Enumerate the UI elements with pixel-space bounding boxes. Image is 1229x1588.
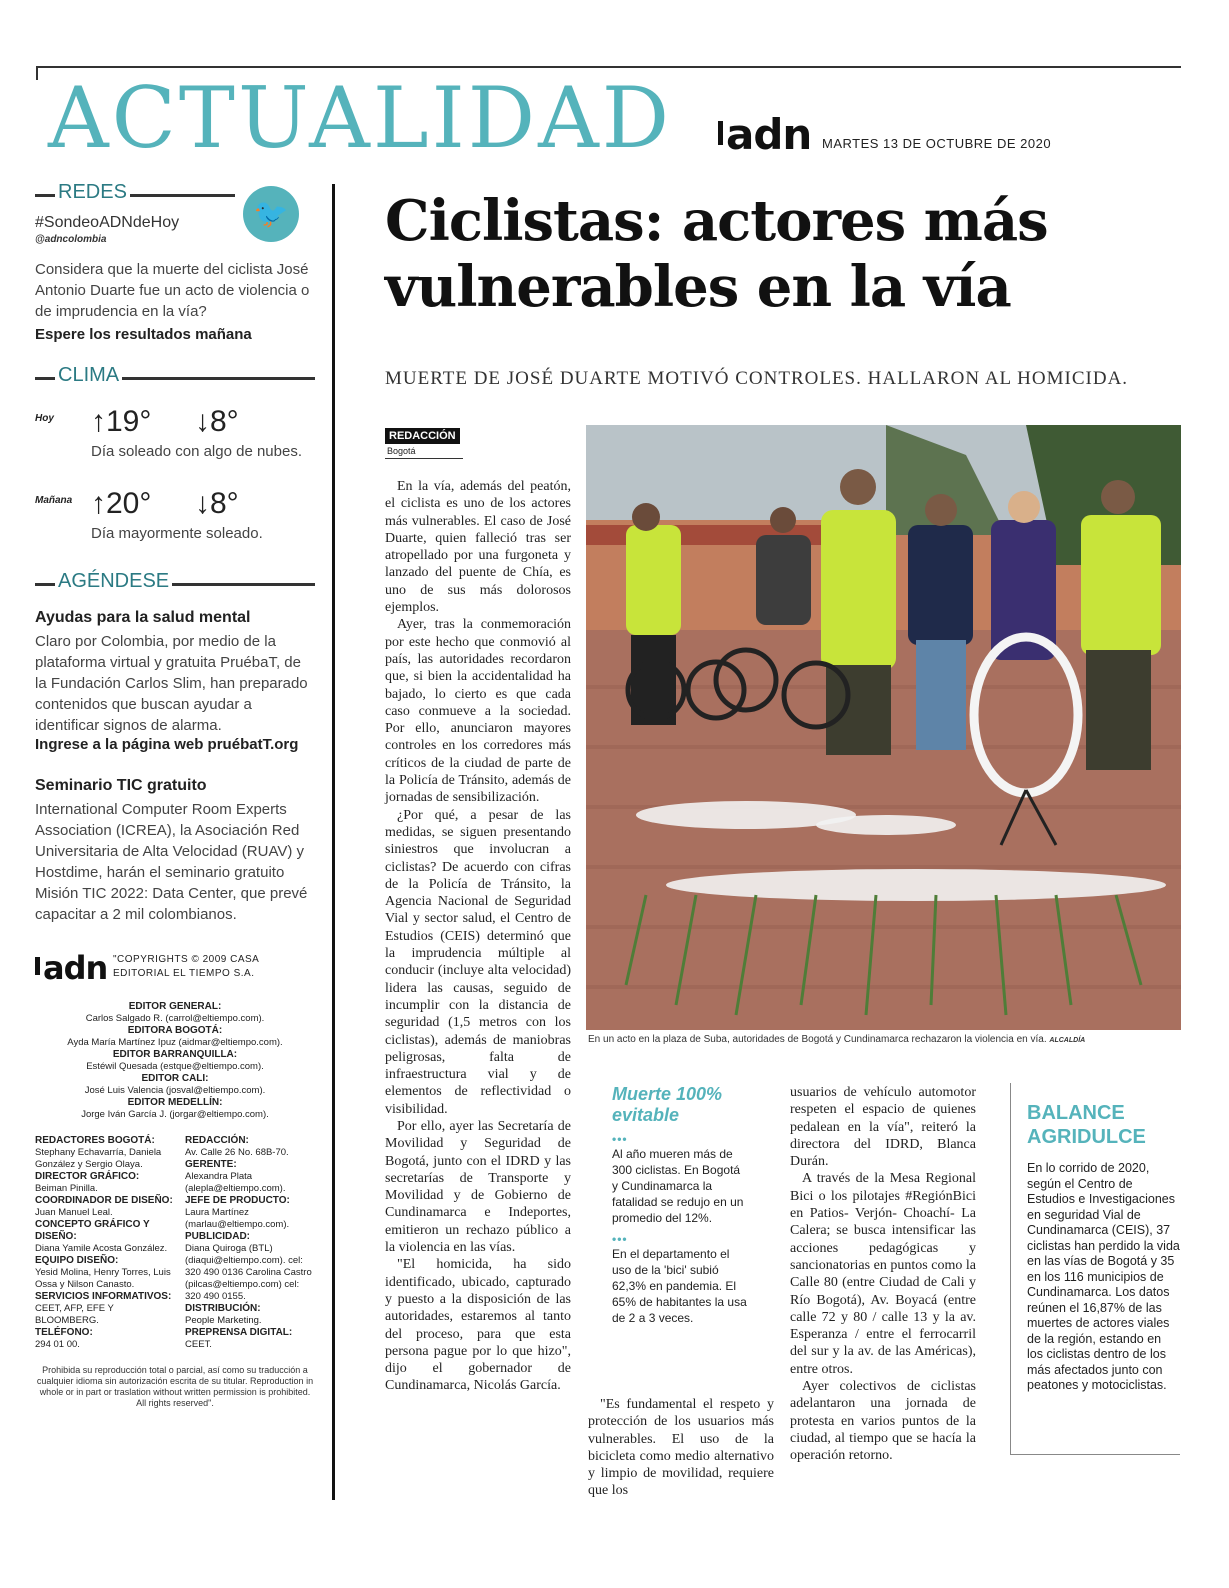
weather-tomorrow xyxy=(35,487,315,569)
dots-divider: ••• xyxy=(612,1232,628,1246)
paragraph: "El homicida, ha sido identificado, ubicado, capturado y puesto a la disposición de las autoridades, estaremos al tanto del proceso, para que esta persona pague por lo que hizo", dijo el gobernador de Cundinamarca, Nicolás García. xyxy=(385,1257,571,1394)
editors-list xyxy=(35,1001,315,1121)
credit-entry: PREPRENSA DIGITAL: CEET. xyxy=(185,1327,293,1350)
article-photo xyxy=(586,425,1181,1030)
subhead: MUERTE DE JOSÉ DUARTE MOTIVÓ CONTROLES. HALLARON AL HOMICIDA. xyxy=(385,368,1129,389)
credit-entry: EQUIPO DISEÑO: Yesid Molina, Henry Torres, Luis Ossa y Nilson Canasto. xyxy=(35,1255,171,1290)
agenda-label: AGÉNDESE xyxy=(55,570,172,593)
byline xyxy=(385,426,465,459)
clima-label: CLIMA xyxy=(55,364,122,387)
credit-entry: DISTRIBUCIÓN: People Marketing. xyxy=(185,1303,262,1326)
dots-divider: ••• xyxy=(612,1132,628,1146)
caption-credit: ALCALDÍA xyxy=(1049,1037,1086,1044)
weather-today xyxy=(35,405,315,487)
sidebar xyxy=(35,180,315,1409)
weather-min: ↓8° xyxy=(195,487,239,520)
section-title: ACTUALIDAD xyxy=(48,69,673,167)
redes-label: REDES xyxy=(55,181,130,204)
credit-entry: PUBLICIDAD: Diana Quiroga (BTL) (diaqui@eltiempo.com). cel: 320 490 0136 Carolina Castro (pilcas@eltiempo.com) cel: 320 490 0155. xyxy=(185,1231,312,1302)
byline-city: Bogotá xyxy=(385,444,463,459)
redes-section xyxy=(35,180,315,343)
credits-col-left xyxy=(35,1135,175,1351)
paragraph: Ayer colectivos de ciclistas adelantaron una jornada de protesta en varios puntos de la ciudad, al tiempo que se hacía la operación retorno. xyxy=(790,1379,976,1464)
credit-entry: DIRECTOR GRÁFICO: Beiman Pinilla. xyxy=(35,1171,140,1194)
credit-entry: CONCEPTO GRÁFICO Y DISEÑO: Diana Yamile Acosta González. xyxy=(35,1219,168,1254)
credit-entry: TELÉFONO: 294 01 00. xyxy=(35,1327,93,1350)
credit-entry: JEFE DE PRODUCTO: Laura Martínez (marlau@eltiempo.com). xyxy=(185,1195,290,1230)
article-column-3 xyxy=(790,1084,976,1465)
paragraph: Ayer, tras la conmemoración por este hecho que conmovió al país, las autoridades recordaron que, si bien la accidentalidad ha bajado, lo cierto es que cada caso conmueve a la sociedad. Por ello, anunciaron mayores controles en los corredores más críticos de la ciudad de parte de la Policía de Tránsito, además de jornadas de sensibilización. xyxy=(385,617,571,806)
weather-desc: Día soleado con algo de nubes. xyxy=(91,443,302,460)
fact-text: Al año mueren más de 300 ciclistas. En Bogotá y Cundinamarca la fatalidad se redujo en un promedio del 12%. xyxy=(612,1147,744,1225)
top-tick xyxy=(36,66,38,80)
credit-entry: GERENTE: Alexandra Plata (aleplа@eltiempo.com). xyxy=(185,1159,286,1194)
editor-entry: EDITOR CALI: José Luis Valencia (josval@eltiempo.com). xyxy=(84,1073,266,1096)
byline-tag: REDACCIÓN xyxy=(385,428,460,444)
disclaimer: Prohibida su reproducción total o parcial, así como su traducción a cualquier idioma sin autorización escrita de su titular. Reproduction in whole or in part or traslation without written permission is prohibited. All rights reserved". xyxy=(36,1365,314,1408)
paragraph: A través de la Mesa Regional Bici o los pilotajes #RegiónBici en Patios- Verjón- Choachí- La Calera; se busca intensificar las acciones pedagógicas y sancionatorias en puntos como la Calle 80 (entre Ciudad de Cali y Río Bogotá), Av. Boyacá (entre calle 72 y 80 / calle 13 y la av. Esperanza / entre el ferrocarril del sur y la av. de las Américas), entre otros. xyxy=(790,1171,976,1377)
weather-desc: Día mayormente soleado. xyxy=(91,525,263,542)
clima-section xyxy=(35,363,315,569)
adn-logo: adn xyxy=(718,110,811,159)
poll-question: Considera que la muerte del ciclista José Antonio Duarte fue un acto de violencia o de imprudencia en la vía? xyxy=(35,261,310,320)
redes-label-bar xyxy=(35,180,235,208)
twitter-icon: 🐦 xyxy=(243,186,299,242)
fact-box-title: Muerte 100% evitable xyxy=(612,1084,723,1125)
copyright-line: EDITORIAL EL TIEMPO S.A. xyxy=(113,968,255,979)
article-column-1 xyxy=(385,478,571,1395)
clima-label-bar xyxy=(35,363,315,391)
fact-text: En el departamento el uso de la 'bici' subió 62,3% en pandemia. El 65% de habitantes la usa de 2 a 3 veces. xyxy=(612,1247,747,1325)
article-column-2 xyxy=(588,1396,774,1500)
agenda-item-title: Ayudas para la salud mental xyxy=(35,609,251,626)
hashtag: #SondeoADNdeHoy xyxy=(35,214,180,231)
fact-box xyxy=(612,1084,747,1326)
editor-entry: EDITOR MEDELLÍN: Jorge Iván García J. (jorgar@eltiempo.com). xyxy=(81,1097,269,1120)
weather-min: ↓8° xyxy=(195,405,239,438)
agenda-item-link: Ingrese a la página web pruébatT.org xyxy=(35,736,299,753)
paragraph: En la vía, además del peatón, el ciclista es uno de los actores más vulnerables. El caso de José Duarte, quien falleció tras ser atropellado por una furgoneta y lanzado del puente de Chía, es uno de sus más dolorosos ejemplos. xyxy=(385,479,571,616)
photo-illustration xyxy=(586,425,1181,1030)
credit-entry: COORDINADOR DE DISEÑO: Juan Manuel Leal. xyxy=(35,1195,173,1218)
credits-col-right xyxy=(175,1135,315,1351)
credits-grid xyxy=(35,1135,315,1351)
credit-entry: REDACCIÓN: Av. Calle 26 No. 68B-70. xyxy=(185,1135,289,1158)
poll-note: Espere los resultados mañana xyxy=(35,326,252,343)
paragraph: ¿Por qué, a pesar de las medidas, se siguen presentando siniestros que involucran a ciclistas? De acuerdo con cifras de la Policía de Tránsito, la Agencia Nacional de Seguridad Vial y sector salud, el Centro de Estudios (CEIS) determinó que la imprudencia múltiple al conducir (incluye alta velocidad) lidera las causas, seguido de incumplir con la distancia de seguridad (1,5 metros con los ciclistas), además de maniobras peligrosas, falta de infraestructura vial y de elementos de reflectividad o visibilidad. xyxy=(385,807,571,1117)
top-rule xyxy=(36,66,1181,68)
photo-caption xyxy=(588,1034,1183,1045)
editor-entry: EDITOR GENERAL: Carlos Salgado R. (carrol@eltiempo.com). xyxy=(85,1001,265,1024)
weather-max: ↑19° xyxy=(91,405,152,438)
paragraph: Por ello, ayer las Secretaría de Movilidad y Seguridad de Bogotá, junto con el IDRD y las secretarías de Transporte y Movilidad y de Gobierno de Cundinamarca e Indeportes, emitieron un rechazo público a la violencia en las vías. xyxy=(385,1118,571,1256)
weather-day: Hoy xyxy=(35,413,54,424)
dateline: MARTES 13 DE OCTUBRE DE 2020 xyxy=(822,136,1052,151)
copyright-block xyxy=(35,949,315,989)
copyright-text xyxy=(113,953,259,981)
caption-text: En un acto en la plaza de Suba, autoridades de Bogotá y Cundinamarca rechazaron la violencia en vía. xyxy=(588,1034,1047,1045)
editor-entry: EDITOR BARRANQUILLA: Estéwil Quesada (estque@eltiempo.com). xyxy=(86,1049,264,1072)
balance-box xyxy=(1010,1083,1180,1455)
adn-logo-small: adn xyxy=(35,949,107,987)
weather-max: ↑20° xyxy=(91,487,152,520)
balance-text: En lo corrido de 2020, según el Centro de Estudios e Investigaciones en seguridad Vial de Cundinamarca (CEIS), 37 ciclistas han perdido la vida en las vías de Bogotá y 35 en los 116 municipios de Cundinamarca. Los datos reúnen el 16,87% de las muertes de actores viales de la región, estando en los ciclistas dentro de los más afectados junto con peatones y motociclistas. xyxy=(1027,1161,1180,1392)
column-rule xyxy=(332,184,335,1500)
headline: Ciclistas: actores más vulnerables en la vía xyxy=(385,188,1048,320)
agenda-label-bar xyxy=(35,569,315,597)
agenda-item-text: International Computer Room Experts Association (ICREA), la Asociación Red Universitaria de Alta Velocidad (RUAV) y Hostdime, harán el seminario gratuito Misión TIC 2022: Data Center, que prevé capacitar a 2 mil colombianos. xyxy=(35,801,308,923)
weather-day: Mañana xyxy=(35,495,73,506)
agenda-section xyxy=(35,569,315,925)
copyright-line: "COPYRIGHTS © 2009 CASA xyxy=(113,954,260,965)
editor-entry: EDITORA BOGOTÁ: Ayda María Martínez Ipuz (aidmar@eltiempo.com). xyxy=(67,1025,283,1048)
agenda-item-text: Claro por Colombia, por medio de la plataforma virtual y gratuita PruébaT, de la Fundación Carlos Slim, han preparado contenidos que buscan ayudar a identificar signos de alarma. xyxy=(35,633,308,734)
paragraph: usuarios de vehículo automotor respeten el espacio de quienes pedalean en la vía", reiteró la directora del IDRD, Blanca Durán. xyxy=(790,1085,976,1170)
credit-entry: REDACTORES BOGOTÁ: Stephany Echavarría, Daniela González y Sergio Olaya. xyxy=(35,1135,162,1170)
paragraph: "Es fundamental el respeto y protección de los usuarios más vulnerables. El uso de la bicicleta como medio alternativo y limpio de movilidad, requiere que los xyxy=(588,1397,774,1499)
twitter-handle: @adncolombia xyxy=(35,234,107,245)
agenda-item-title: Seminario TIC gratuito xyxy=(35,777,207,794)
balance-title: BALANCE AGRIDULCE xyxy=(1027,1102,1146,1148)
credit-entry: SERVICIOS INFORMATIVOS: CEET, AFP, EFE Y BLOOMBERG. xyxy=(35,1291,172,1326)
